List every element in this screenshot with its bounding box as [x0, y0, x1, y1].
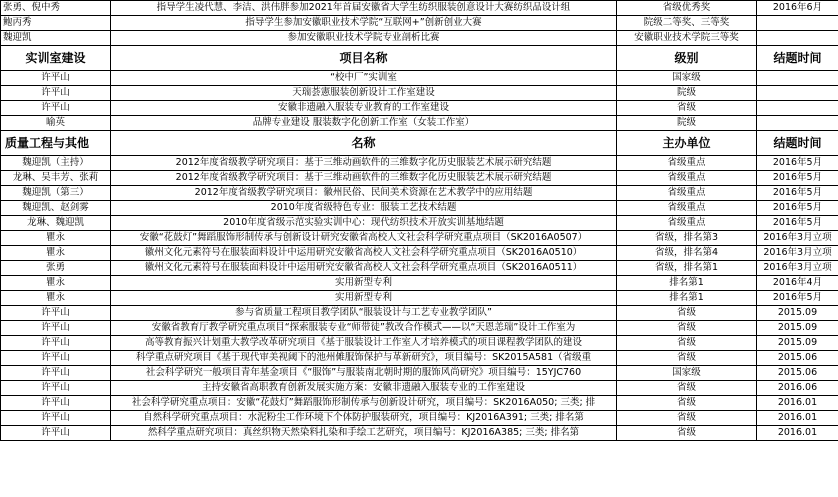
- person-cell[interactable]: 喻英: [1, 116, 111, 131]
- person-cell[interactable]: 许平山: [1, 396, 111, 411]
- unit-cell[interactable]: 国家级: [617, 366, 757, 381]
- header-name[interactable]: 项目名称: [111, 46, 617, 71]
- unit-cell[interactable]: 省级重点: [617, 186, 757, 201]
- table-row: [1, 321, 838, 336]
- time-cell[interactable]: 2016年5月: [757, 171, 838, 186]
- time-cell[interactable]: 2016年5月: [757, 291, 838, 306]
- header-category[interactable]: 质量工程与其他: [1, 131, 111, 156]
- project-cell[interactable]: 自然科学研究重点项目：水泥粉尘工作环境下个体防护服装研究，项目编号：KJ2016A391; 三类; 排名第: [111, 411, 617, 426]
- project-cell[interactable]: “校中厂”实训室: [111, 71, 617, 86]
- table-row: [1, 116, 838, 131]
- header-category[interactable]: 实训室建设: [1, 46, 111, 71]
- level-cell[interactable]: 国家级: [617, 71, 757, 86]
- unit-cell[interactable]: 省级，排名第4: [617, 246, 757, 261]
- person-cell[interactable]: 许平山: [1, 321, 111, 336]
- unit-cell[interactable]: 省级，排名第1: [617, 261, 757, 276]
- table-row: [1, 86, 838, 101]
- project-cell[interactable]: 指导学生凌代慧、李洁、洪伟胖参加2021年首届安徽省大学生纺织服装创意设计大赛纺织品设计组: [111, 1, 617, 16]
- unit-cell[interactable]: 省级: [617, 396, 757, 411]
- person-cell[interactable]: 许平山: [1, 71, 111, 86]
- person-cell[interactable]: 瞿永: [1, 276, 111, 291]
- person-cell[interactable]: 瞿永: [1, 291, 111, 306]
- project-cell[interactable]: 2012年度省级教学研究项目：徽州民俗、民间美术资源在艺术教学中的应用结题: [111, 186, 617, 201]
- table-row: [1, 261, 838, 276]
- level-cell[interactable]: 院级: [617, 86, 757, 101]
- header-time[interactable]: 结题时间: [757, 46, 838, 71]
- level-cell[interactable]: 安徽职业技术学院三等奖: [617, 31, 757, 46]
- project-cell[interactable]: 2012年度省级教学研究项目：基于三维动画软件的三维数字化历史服装艺术展示研究结题: [111, 156, 617, 171]
- project-cell[interactable]: 安徽非遗融入服装专业教育的工作室建设: [111, 101, 617, 116]
- unit-cell[interactable]: 排名第1: [617, 276, 757, 291]
- person-cell[interactable]: 许平山: [1, 86, 111, 101]
- table-row: [1, 276, 838, 291]
- person-cell[interactable]: 许平山: [1, 351, 111, 366]
- unit-cell[interactable]: 省级: [617, 306, 757, 321]
- section-header-lab: [1, 46, 838, 71]
- table-body: [1, 1, 838, 441]
- person-cell[interactable]: 魏迎凯、赵剑雾: [1, 201, 111, 216]
- table-row: [1, 381, 838, 396]
- time-cell[interactable]: 2015.09: [757, 336, 838, 351]
- time-cell[interactable]: 2016年3月立项: [757, 231, 838, 246]
- table-row: [1, 351, 838, 366]
- project-cell[interactable]: 徽州文化元素符号在服装面料设计中运用研究安徽省高校人文社会科学研究重点项目（SK2016A0511）: [111, 261, 617, 276]
- time-cell[interactable]: [757, 71, 838, 86]
- unit-cell[interactable]: 省级重点: [617, 156, 757, 171]
- time-cell[interactable]: [757, 116, 838, 131]
- time-cell[interactable]: [757, 31, 838, 46]
- table-row: [1, 31, 838, 46]
- project-cell[interactable]: 2010年度省级示范实验实训中心：现代纺织技术开放实训基地结题: [111, 216, 617, 231]
- project-cell[interactable]: 指导学生参加安徽职业技术学院“互联网+”创新创业大赛: [111, 16, 617, 31]
- time-cell[interactable]: 2016.01: [757, 396, 838, 411]
- unit-cell[interactable]: 省级: [617, 321, 757, 336]
- table-row: [1, 246, 838, 261]
- project-cell[interactable]: 2010年度省级特色专业：服装工艺技术结题: [111, 201, 617, 216]
- level-cell[interactable]: 省级优秀奖: [617, 1, 757, 16]
- table-row: [1, 336, 838, 351]
- time-cell[interactable]: 2016年5月: [757, 216, 838, 231]
- project-cell[interactable]: 参加安徽职业技术学院专业剖析比赛: [111, 31, 617, 46]
- person-cell[interactable]: 许平山: [1, 336, 111, 351]
- time-cell[interactable]: 2016年5月: [757, 201, 838, 216]
- unit-cell[interactable]: 省级: [617, 381, 757, 396]
- table-row: [1, 306, 838, 321]
- person-cell[interactable]: 龙琳、魏迎凯: [1, 216, 111, 231]
- unit-cell[interactable]: 省级: [617, 411, 757, 426]
- unit-cell[interactable]: 省级重点: [617, 216, 757, 231]
- person-cell[interactable]: 瞿永: [1, 246, 111, 261]
- unit-cell[interactable]: 省级，排名第3: [617, 231, 757, 246]
- table-row: [1, 231, 838, 246]
- header-level[interactable]: 级别: [617, 46, 757, 71]
- project-cell[interactable]: 主持安徽省高职教育创新发展实施方案：安徽非遗融入服装专业的工作室建设: [111, 381, 617, 396]
- level-cell[interactable]: 院级二等奖、三等奖: [617, 16, 757, 31]
- level-cell[interactable]: 院级: [617, 116, 757, 131]
- section-header-quality: [1, 131, 838, 156]
- time-cell[interactable]: 2016年3月立项: [757, 261, 838, 276]
- person-cell[interactable]: 魏迎凯（第三）: [1, 186, 111, 201]
- unit-cell[interactable]: 省级重点: [617, 201, 757, 216]
- project-cell[interactable]: 高等教育振兴计划重大教学改革研究项目《基于服装设计工作室人才培养模式的项目课程教学团队的建设: [111, 336, 617, 351]
- table-row: [1, 186, 838, 201]
- person-cell[interactable]: 张勇: [1, 261, 111, 276]
- time-cell[interactable]: 2015.09: [757, 306, 838, 321]
- unit-cell[interactable]: 省级: [617, 426, 757, 441]
- project-cell[interactable]: 天瑞荟憲服装创新设计工作室建设: [111, 86, 617, 101]
- person-cell[interactable]: 龙琳、吴丰芳、张莉: [1, 171, 111, 186]
- table-row: [1, 291, 838, 306]
- table-row: [1, 201, 838, 216]
- project-cell[interactable]: 科学重点研究项目《基于现代审美视阈下的池州傩服饰保护与革新研究》，项目编号：SK2015A581（省级重: [111, 351, 617, 366]
- time-cell[interactable]: 2016年6月: [757, 1, 838, 16]
- time-cell[interactable]: 2016年5月: [757, 186, 838, 201]
- person-cell[interactable]: 许平山: [1, 101, 111, 116]
- person-cell[interactable]: 鲍丙秀: [1, 16, 111, 31]
- time-cell[interactable]: 2016.06: [757, 381, 838, 396]
- time-cell[interactable]: 2016.01: [757, 426, 838, 441]
- header-time[interactable]: 结题时间: [757, 131, 838, 156]
- table-row: [1, 411, 838, 426]
- unit-cell[interactable]: 省级重点: [617, 171, 757, 186]
- time-cell[interactable]: 2015.09: [757, 321, 838, 336]
- time-cell[interactable]: 2015.06: [757, 366, 838, 381]
- project-cell[interactable]: 社会科学研究重点项目：安徽“花鼓灯”舞蹈服饰形制传承与创新设计研究，项目编号：SK2016A050; 三类; 排: [111, 396, 617, 411]
- time-cell[interactable]: [757, 16, 838, 31]
- unit-cell[interactable]: 省级: [617, 336, 757, 351]
- project-cell[interactable]: 实用新型专利: [111, 276, 617, 291]
- person-cell[interactable]: 许平山: [1, 306, 111, 321]
- person-cell[interactable]: 许平山: [1, 426, 111, 441]
- project-cell[interactable]: 然科学重点研究项目：真丝织物天然染料扎染和手绘工艺研究，项目编号：KJ2016A385; 三类; 排名第: [111, 426, 617, 441]
- project-cell[interactable]: 品牌专业建设 服装数字化创新工作室（女装工作室）: [111, 116, 617, 131]
- time-cell[interactable]: 2016年4月: [757, 276, 838, 291]
- table-row: [1, 171, 838, 186]
- unit-cell[interactable]: 省级: [617, 351, 757, 366]
- header-name[interactable]: 名称: [111, 131, 617, 156]
- unit-cell[interactable]: 排名第1: [617, 291, 757, 306]
- person-cell[interactable]: 许平山: [1, 381, 111, 396]
- person-cell[interactable]: 许平山: [1, 411, 111, 426]
- table-row: [1, 16, 838, 31]
- project-cell[interactable]: 参与省质量工程项目教学团队“服装设计与工艺专业教学团队”: [111, 306, 617, 321]
- project-cell[interactable]: 社会科学研究一般项目青年基金项目《“服饰”与服装南北朝时期的服饰风尚研究》项目编号：15YJC760: [111, 366, 617, 381]
- time-cell[interactable]: [757, 86, 838, 101]
- header-unit[interactable]: 主办单位: [617, 131, 757, 156]
- project-cell[interactable]: 2012年度省级教学研究项目：基于三维动画软件的三维数字化历史服装艺术展示研究结题: [111, 171, 617, 186]
- table-row: [1, 366, 838, 381]
- project-cell[interactable]: 安徽“花鼓灯”舞蹈服饰形制传承与创新设计研究安徽省高校人文社会科学研究重点项目（SK2016A0507）: [111, 231, 617, 246]
- time-cell[interactable]: 2016年5月: [757, 156, 838, 171]
- level-cell[interactable]: 省级: [617, 101, 757, 116]
- project-cell[interactable]: 徽州文化元素符号在服装面料设计中运用研究安徽省高校人文社会科学研究重点项目（SK2016A0510）: [111, 246, 617, 261]
- time-cell[interactable]: 2016.01: [757, 411, 838, 426]
- project-cell[interactable]: 实用新型专利: [111, 291, 617, 306]
- person-cell[interactable]: 魏迎凯: [1, 31, 111, 46]
- project-cell[interactable]: 安徽省教育厅教学研究重点项目“探索服装专业“师带徒”教改合作模式——以“天恩恙瑞”设计工作室为: [111, 321, 617, 336]
- table-row: [1, 1, 838, 16]
- time-cell[interactable]: [757, 101, 838, 116]
- person-cell[interactable]: 许平山: [1, 366, 111, 381]
- table-row: [1, 216, 838, 231]
- person-cell[interactable]: 张勇、倪中秀: [1, 1, 111, 16]
- table-row: [1, 426, 838, 441]
- time-cell[interactable]: 2016年3月立项: [757, 246, 838, 261]
- table-row: [1, 396, 838, 411]
- table-row: [1, 101, 838, 116]
- table-row: [1, 156, 838, 171]
- time-cell[interactable]: 2015.06: [757, 351, 838, 366]
- person-cell[interactable]: 魏迎凯（主持）: [1, 156, 111, 171]
- table-row: [1, 71, 838, 86]
- person-cell[interactable]: 瞿永: [1, 231, 111, 246]
